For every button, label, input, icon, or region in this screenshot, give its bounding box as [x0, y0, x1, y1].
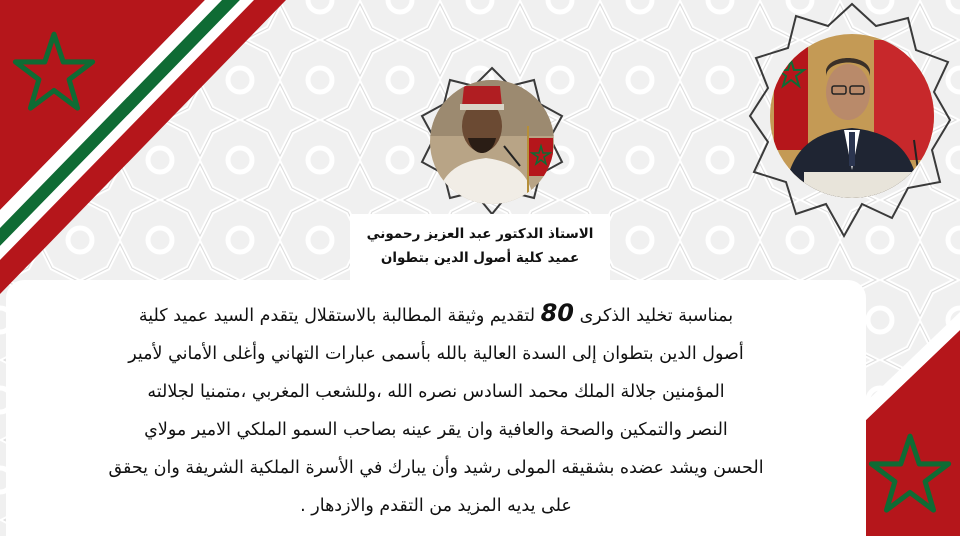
- green-star-icon: [12, 30, 96, 114]
- message-line: أصول الدين بتطوان إلى السدة العالية بالله بأسمى عبارات التهاني وأغلى الأماني لأمير: [128, 344, 744, 364]
- dean-portrait: [416, 66, 568, 218]
- message-line1-pre: بمناسبة تخليد الذكرى: [579, 306, 734, 326]
- congratulation-message: [6, 280, 866, 536]
- dean-caption: [350, 214, 610, 280]
- green-star-icon: [868, 432, 952, 516]
- dean-name: الاستاذ الدكتور عبد العزيز رحموني: [366, 226, 594, 242]
- message-line: الحسن ويشد عضده بشقيقه المولى رشيد وأن يبارك في الأسرة الملكية الشريفة وان يحقق: [108, 458, 764, 478]
- dean-title: عميد كلية أصول الدين بتطوان: [380, 250, 580, 266]
- message-line: [24, 294, 848, 335]
- message-line1-post: لتقديم وثيقة المطالبة بالاستقلال يتقدم السيد عميد كلية: [138, 306, 536, 326]
- message-line: المؤمنين جلالة الملك محمد السادس نصره الله ،وللشعب المغربي ،متمنيا لجلالته: [147, 382, 725, 402]
- message-line: على يديه المزيد من التقدم والازدهار .: [300, 496, 572, 516]
- message-line: النصر والتمكين والصحة والعافية وان يقر عينه بصاحب السمو الملكي الامير مولاي: [144, 420, 728, 440]
- king-portrait: [744, 0, 958, 240]
- anniversary-number: 80: [540, 299, 575, 327]
